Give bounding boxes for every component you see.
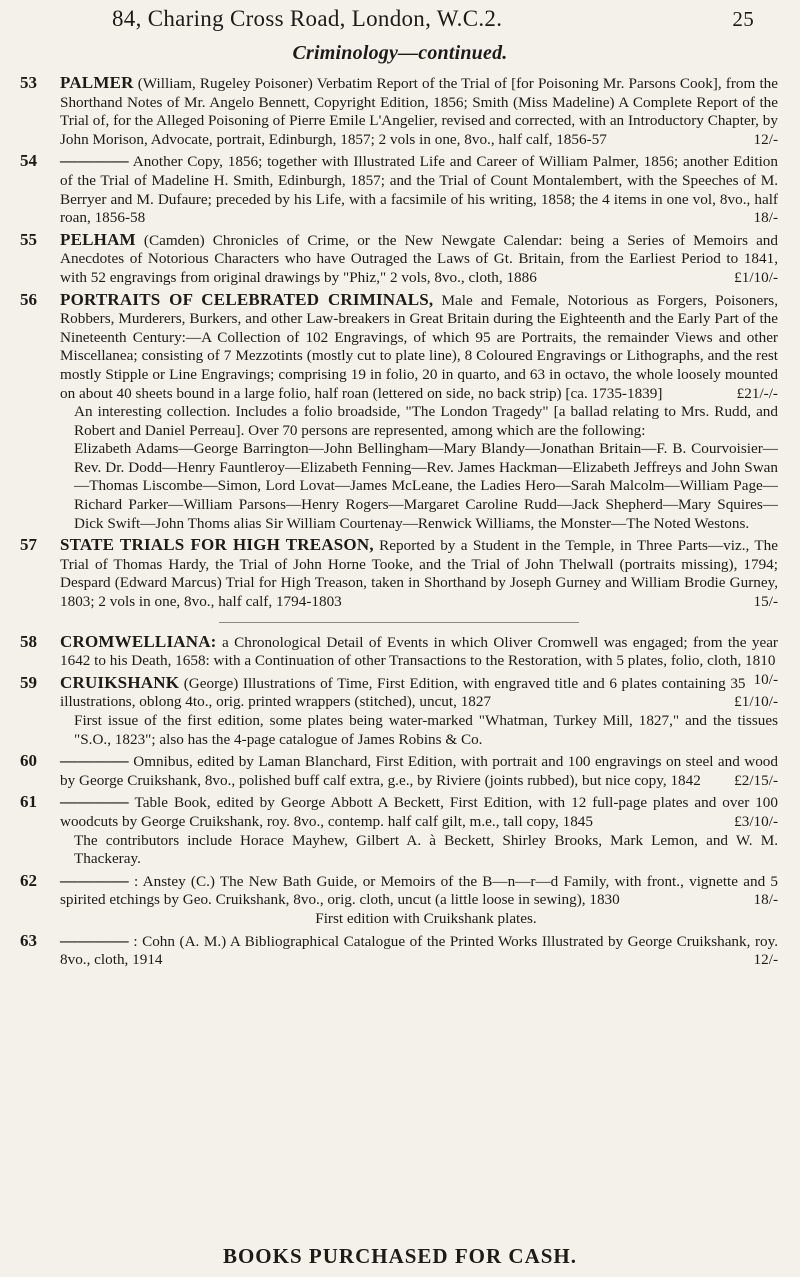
- entry-text: (William, Rugeley Poisoner) Verbatim Report of the Trial of [for Poisoning Mr. Parsons Cook], from the Shorthand Notes of Mr. Angelo Bennett, Copyright Edition, 1856; Smith (Miss Madeline) A Complete Report of the Trial of, for the Alleged Poisoning of Pierre Emile L'Angelier, revised and corrected, with an Introductory Chapter, by John Morison, Advocate, portrait, Edinburgh, 1857; 2 vols in one, 8vo., half calf, 1856-57: [60, 75, 779, 148]
- lot-number: 60: [20, 751, 37, 771]
- entry-headline: PALMER: [60, 73, 134, 92]
- entry-price: £3/10/-: [734, 812, 778, 830]
- entry-text: Table Book, edited by George Abbott A Beckett, First Edition, with 12 full-page plates and over 100 woodcuts by George Cruikshank, roy. 8vo., contemp. half calf gilt, m.e., tall copy, 1845: [60, 794, 778, 830]
- entry-price: £1/10/-: [734, 693, 778, 711]
- entry-headline: CROMWELLIANA:: [60, 631, 217, 651]
- lot-number: 58: [20, 631, 37, 651]
- entry-headline: STATE TRIALS FOR HIGH TREASON,: [60, 535, 374, 555]
- entry-headline: ————: [60, 930, 129, 950]
- lot-number: 62: [20, 870, 37, 890]
- entry-price: 12/-: [753, 951, 778, 969]
- entry-text: Reported by a Student in the Temple, in Three Parts—viz., The Trial of Thomas Hardy, the Trial of John Horne Tooke, and the Trial of John Thelwall (portraits missing), 1794; Despard (Edward Marcus) Trial for High Treason, taken in Shorthand by Joseph Gurney and William Brodie Gurney, 1803; 2 vols in one, 8vo., half calf, 1794-1803: [60, 537, 778, 611]
- catalogue-entry: [20, 152, 778, 227]
- page-number: 25: [732, 7, 754, 31]
- lot-number: 57: [20, 535, 37, 555]
- entry-headline: PORTRAITS OF CELEBRATED CRIMINALS,: [60, 289, 434, 309]
- entry-price: £2/15/-: [734, 771, 778, 789]
- entry-price: 10/-: [753, 670, 778, 688]
- lot-number: 63: [20, 930, 37, 950]
- catalogue-entry: [20, 536, 778, 611]
- lot-number: 56: [20, 289, 37, 309]
- entry-price: 12/-: [753, 130, 778, 148]
- catalogue-entries: [20, 74, 778, 973]
- catalogue-entry: [20, 932, 778, 970]
- entry-text: : Cohn (A. M.) A Bibliographical Catalogue of the Printed Works Illustrated by George Cruikshank, roy. 8vo., cloth, 1914: [60, 932, 778, 969]
- entry-text: a Chronological Detail of Events in which Oliver Cromwell was engaged; from the year 1642 to his Death, 1658: with a Continuation of other Transactions to the Restoration, with 5 plates, folio, cloth, 1810: [60, 633, 778, 670]
- entry-text: Male and Female, Notorious as Forgers, Poisoners, Robbers, Murderers, Burkers, and other Law-breakers in Great Britain during the Eighteenth and the Early Part of the Nineteenth Century:—A Collection of 102 Engravings, of which 95 are Portraits, the remainder Views and other Miscellanea; consisting of 7 Mezzotints (mostly cut to plate line), 8 Coloured Engravings or Lithographs, and the rest mostly Stipple or Line Engravings; comprising 19 in folio, 20 in quarto, and 63 in octavo, the whole loosely mounted on about 40 sheets bound in a large folio, half roan (lettered on side, no back strip) [ca. 1735-1839]: [60, 291, 779, 402]
- entry-text: Omnibus, edited by Laman Blanchard, First Edition, with portrait and 100 engravings on steel and wood by George Cruikshank, 8vo., polished buff calf extra, g.e., by Riviere (joints rubbed), but nice copy, 1842: [60, 753, 778, 789]
- catalogue-entry: [20, 674, 778, 749]
- catalogue-entry: [20, 872, 778, 929]
- lot-number: 59: [20, 672, 37, 692]
- lot-number: 53: [20, 73, 37, 92]
- lot-number: 55: [20, 229, 37, 249]
- entry-headline: ————: [60, 151, 129, 171]
- entry-headline: ————: [60, 751, 129, 771]
- catalogue-entry: [20, 752, 778, 790]
- entry-text: : Anstey (C.) The New Bath Guide, or Memoirs of the B—n—r—d Family, with front., vignette and 5 spirited etchings by Geo. Cruikshank, 8vo., orig. cloth, uncut (a little loose in sewing), 1830: [60, 872, 778, 909]
- entry-note: First edition with Cruikshank plates.: [315, 909, 537, 927]
- entry-headline: CRUIKSHANK: [60, 672, 180, 692]
- entry-names-list: Elizabeth Adams—George Barrington—John Bellingham—Mary Blandy—Jonathan Britain—F. B. Courvoisier—Rev. Dr. Dodd—Henry Fauntleroy—Elizabeth Fenning—Rev. James Hackman—Elizabeth Jeffreys and John Swan—Thomas Liscombe—Simon, Lord Lovat—James McLeane, the Ladies Hero—Sarah Malcolm—William Page—Richard Parker—William Parsons—Henry Rogers—Margaret Caroline Rudd—Jack Shepherd—Mary Squires—Dick Swift—John Thoms alias Sir William Courtenay—Renwick Williams, the Monster—The Noted Westons.: [74, 440, 778, 532]
- catalogue-entry: [20, 74, 778, 149]
- entry-price: £1/10/-: [734, 268, 778, 286]
- lot-number: 54: [20, 151, 37, 171]
- catalogue-entry: [20, 231, 778, 288]
- entry-price: £21/-/-: [736, 384, 778, 402]
- footer-slogan: BOOKS PURCHASED FOR CASH.: [222, 1244, 578, 1268]
- entry-text: (Camden) Chronicles of Crime, or the New Newgate Calendar: being a Series of Memoirs and Anecdotes of Notorious Characters who have Outraged the Laws of Gt. Britain, from the Earliest Period to 1841, with 52 engravings from original drawings by "Phiz," 2 vols, 8vo., cloth, 1886: [60, 231, 778, 286]
- running-header: [112, 6, 760, 32]
- bookseller-address: 84, Charing Cross Road, London, W.C.2.: [112, 6, 503, 31]
- entry-note: The contributors include Horace Mayhew, Gilbert A. à Beckett, Shirley Brooks, Mark Lemon, and W. M. Thackeray.: [74, 831, 778, 868]
- catalogue-entry: [20, 291, 778, 534]
- entry-headline: PELHAM: [60, 229, 136, 249]
- catalogue-entry: [20, 793, 778, 868]
- entry-headline: ————: [60, 792, 129, 812]
- section-divider: [219, 622, 579, 623]
- entry-price: 18/-: [753, 891, 778, 909]
- entry-price: 18/-: [753, 209, 778, 227]
- entry-headline: ————: [60, 870, 129, 890]
- entry-note: An interesting collection. Includes a folio broadside, "The London Tragedy" [a ballad relating to Mrs. Rudd, and Robert and Daniel Perreau]. Over 70 persons are represented, among which are the following:: [74, 403, 778, 439]
- entry-text: Another Copy, 1856; together with Illustrated Life and Career of William Palmer, 1856; another Edition of the Trial of Madeline H. Smith, Edinburgh, 1857; and the Trial of Count Montalembert, with the Speeches of M. Berryer and M. Dufaure; preceded by his Life, with a facsimile of his writing, 1858; the 4 items in one vol, 8vo., half roan, 1856-58: [60, 153, 778, 227]
- lot-number: 61: [20, 792, 37, 812]
- section-title: Criminology—continued.: [292, 42, 508, 64]
- entry-text: (George) Illustrations of Time, First Edition, with engraved title and 6 plates containing 35 illustrations, oblong 4to., orig. printed wrappers (stitched), uncut, 1827: [60, 674, 746, 711]
- entry-price: 15/-: [753, 593, 778, 611]
- entry-note: First issue of the first edition, some plates being water-marked "Whatman, Turkey Mill, 1827," and the tissues "S.O., 1823"; also has the 4-page catalogue of James Robins & Co.: [74, 712, 778, 748]
